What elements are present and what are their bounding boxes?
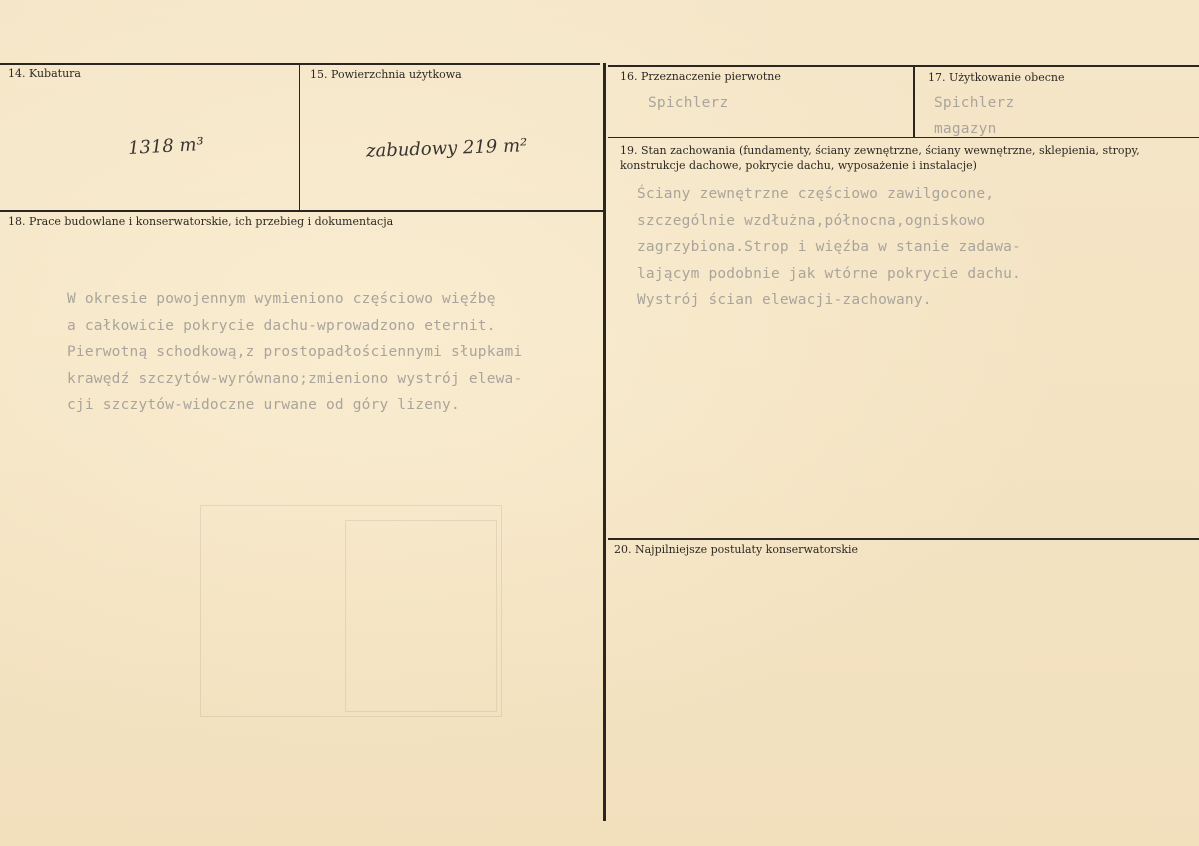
- form-rule: [299, 63, 300, 211]
- kubatura-value: 1318 m³: [127, 134, 205, 159]
- przeznaczenie-value: Spichlerz: [648, 95, 729, 111]
- form-rule: [0, 63, 600, 65]
- stan-label: 19. Stan zachowania (fundamenty, ściany zewnętrzne, ściany wewnętrzne, sklepienia, stropy, konstrukcje dachowe, pokrycie dachu, wyposażenie i instalacje): [620, 144, 1140, 172]
- uzytkowanie-value-2: magazyn: [934, 121, 997, 137]
- postulaty-label: 20. Najpilniejsze postulaty konserwatorskie: [614, 543, 859, 556]
- form-rule: [608, 538, 1199, 540]
- prace-text: W okresie powojennym wymieniono częściowo więźbę a całkowicie pokrycie dachu-wprowadzono eternit. Pierwotną schodkową,z prostopadłościennymi słupkami krawędź szczytów-wyrównano;zmieniono wystrój elewa- cji szczytów-widoczne urwane od góry lizeny.: [67, 291, 523, 413]
- form-rule: [913, 65, 915, 138]
- uzytkowanie-value-1: Spichlerz: [934, 95, 1015, 111]
- kubatura-label: 14. Kubatura: [8, 67, 81, 80]
- form-rule: [603, 63, 606, 821]
- form-rule: [0, 210, 606, 212]
- prace-label: 18. Prace budowlane i konserwatorskie, ich przebieg i dokumentacja: [8, 215, 394, 228]
- stan-text: Ściany zewnętrzne częściowo zawilgocone, szczególnie wzdłużna,północna,ogniskowo zagrzybiona.Strop i więźba w stanie zadawa- lającym podobnie jak wtórne pokrycie dachu. Wystrój ścian elewacji-zachowany.: [637, 186, 1021, 308]
- form-rule: [608, 65, 1199, 67]
- form-rule: [608, 137, 1199, 138]
- reverse-side-showthrough: [345, 520, 497, 712]
- uzytkowanie-label: 17. Użytkowanie obecne: [928, 71, 1065, 84]
- przeznaczenie-label: 16. Przeznaczenie pierwotne: [620, 70, 781, 83]
- powierzchnia-label: 15. Powierzchnia użytkowa: [310, 68, 462, 81]
- powierzchnia-value: zabudowy 219 m²: [365, 135, 528, 162]
